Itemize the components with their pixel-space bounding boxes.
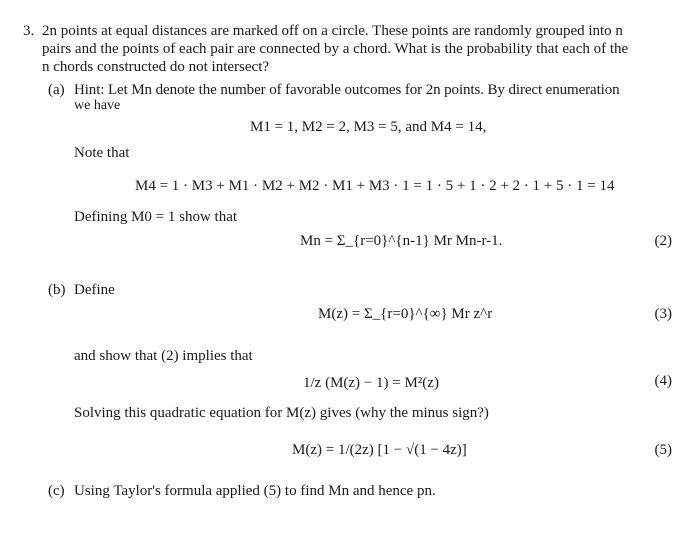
part-a-hint: Hint: Let Mn denote the number of favorable outcomes for 2n points. By direct enumeration [74,82,620,98]
equation-number-4: (4) [654,373,672,389]
defining-m0: Defining M0 = 1 show that [74,209,238,225]
part-a-we-have: we have [74,98,121,113]
problem-line-1: 2n points at equal distances are marked off on a circle. These points are randomly grouped into n [42,23,623,39]
problem-number: 3. [23,23,35,39]
solving-text: Solving this quadratic equation for M(z) gives (why the minus sign?) [74,405,489,421]
problem-line-3: n chords constructed do not intersect? [42,59,270,75]
values-equation: M1 = 1, M2 = 2, M3 = 5, and M4 = 14, [250,119,487,135]
define-text: Define [74,282,115,298]
generating-function-equation: M(z) = Σ_{r=0}^{∞} Mr z^r [318,306,493,322]
part-c-label: (c) [48,483,65,499]
m4-equation: M4 = 1 · M3 + M1 · M2 + M2 · M1 + M3 · 1 = 1 · 5 + 1 · 2 + 2 · 1 + 5 · 1 = 14 [135,178,615,194]
part-b-label: (b) [48,282,66,298]
part-c-text: Using Taylor's formula applied (5) to find Mn and hence pn. [74,483,436,499]
part-a-label: (a) [48,82,65,98]
show-implies-text: and show that (2) implies that [74,348,253,364]
equation-number-2: (2) [654,233,672,249]
solution-equation: M(z) = 1/(2z) [1 − √(1 − 4z)] [292,442,467,458]
equation-number-5: (5) [654,442,672,458]
problem-line-2: pairs and the points of each pair are connected by a chord. What is the probability that each of the [42,41,629,57]
quadratic-equation: 1/z (M(z) − 1) = M²(z) [303,375,439,391]
recurrence-equation: Mn = Σ_{r=0}^{n-1} Mr Mn-r-1. [300,233,503,249]
note-that: Note that [74,145,130,161]
equation-number-3: (3) [654,306,672,322]
